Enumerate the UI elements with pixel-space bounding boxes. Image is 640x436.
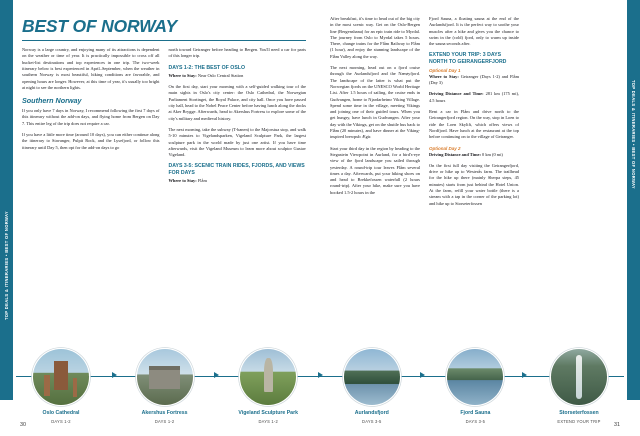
timeline-days: EXTEND YOUR TRIP	[557, 418, 601, 424]
optional-day-1-stay-label: Where to Stay:	[429, 73, 459, 79]
southern-norway-p1: If you only have 7 days in Norway, I recommend following the first 7 days of this itinerary without the add-on days, and flying home from Bergen on Day 7. This entire leg of the trip does not require a car.	[22, 108, 160, 126]
folio-right: 31	[614, 422, 620, 428]
optional-day-1-paragraph: Rent a car in Flåm and drive north to the Geirangerfjord region. On the way, stop in Loen to ride the Loen Skylift, which offers views of Nordfjord. Have lunch at the restaurant at the top before continuing on to the village of Geiranger.	[429, 109, 519, 140]
timeline-days: DAYS 1-2	[258, 418, 278, 424]
akershus-fortress-image	[137, 349, 193, 405]
optional-day-2-heading: Optional Day 2	[429, 145, 461, 151]
aurlandsfjord-image	[344, 349, 400, 405]
right-column-1	[330, 16, 420, 212]
side-tab-left-label: TOP DEALS & ITINERARIES • BEST OF NORWAY	[4, 211, 9, 320]
timeline-item-storseterfossen	[536, 348, 622, 424]
timeline-label: Oslo Cathedral	[42, 410, 80, 416]
timeline-days: DAYS 3-5	[362, 418, 382, 424]
continuation-paragraph: north toward Geiranger before heading to Bergen. You'll need a car for parts of this longer trip.	[168, 47, 306, 59]
southern-norway-p2: If you have a little more time (around 10 days), you can either continue along the itinerary to Stavanger, Pulpit Rock, and the Lysefjord, or follow this itinerary until Day 5, then opt for the add-on days to go	[22, 132, 160, 150]
right-column-2	[429, 16, 519, 212]
timeline-photo	[136, 348, 194, 406]
right-p2: The next morning, head out on a fjord cruise through the Aurlandsfjord and the Nærøyfjord. The landscape of the latter is what put the Norwegian fjords on the UNESCO World Heritage List. After 1.5 hours of sailing, the cruise ends in Gudvangen, home to Njardarheimr Viking Village. Spend some time in the village, meeting Vikings and joining one of their guided tours. When you get hungry, have lunch in Gudvangen. After your day with the Vikings, get on the shuttle bus back to Flåm (20 minutes), and have dinner at the Viking-inspired brewpub Ægir.	[330, 65, 420, 140]
days-3-5-stay-label: Where to Stay:	[168, 177, 197, 183]
timeline-photo	[343, 348, 401, 406]
optional-day-1-stay	[429, 74, 519, 87]
timeline-days: DAYS 1-2	[51, 418, 71, 424]
storseterfossen-image	[551, 349, 607, 405]
right-page-columns	[330, 16, 618, 212]
optional-day-1-stay-value: Geiranger (Days 1-2) and Flåm (Day 3)	[429, 73, 520, 86]
itinerary-timeline	[0, 348, 640, 436]
timeline-item-akershus-fortress	[122, 348, 208, 424]
southern-norway-heading: Southern Norway	[22, 96, 82, 106]
timeline-days: DAYS 1-2	[154, 418, 175, 424]
vigeland-sculpture-park-image	[240, 349, 296, 405]
timeline-item-oslo-cathedral	[18, 348, 104, 424]
timeline-photo	[239, 348, 297, 406]
folio-left: 30	[20, 422, 26, 428]
title-rule	[22, 40, 306, 41]
days-1-2-stay-value: Near Oslo Central Station	[197, 72, 244, 78]
days-1-2-heading: DAYS 1-2: THE BEST OF OSLO	[168, 64, 245, 71]
oslo-cathedral-image	[33, 349, 89, 405]
fjord-sauna-paragraph: Fjord Sauna, a floating sauna at the end of the Aurlandsfjord. It is the perfect way to soothe your muscles after a hike and gives you the chance to swim in the (cold) fjord, only to warm up inside the sauna seconds after.	[429, 16, 519, 47]
optional-day-1-distance-label: Driving Distance and Time:	[429, 91, 484, 97]
left-column-2	[169, 47, 307, 189]
page-title: BEST OF NORWAY	[22, 16, 178, 36]
extend-trip-heading: EXTEND YOUR TRIP: 3 DAYS NORTH TO GEIRANGERFJORD	[429, 52, 507, 65]
timeline-label: Storseterfossen	[559, 410, 599, 416]
timeline-photo	[446, 348, 504, 406]
days-3-5-heading: DAYS 3-5: SCENIC TRAIN RIDES, FJORDS, AND VIEWS FOR DAYS	[168, 163, 305, 176]
timeline-label: Aurlandsfjord	[354, 410, 389, 416]
days-1-2-stay	[169, 73, 307, 79]
optional-day-2-distance-label: Driving Distance and Time:	[429, 151, 481, 157]
timeline-label: Fjord Sauna	[460, 410, 491, 416]
timeline-label: Akershus Fortress	[141, 410, 188, 416]
left-page-columns	[22, 47, 306, 189]
timeline-item-aurlandsfjord	[329, 348, 415, 424]
intro-paragraph: Norway is a large country, and enjoying many of its attractions is dependent on the weather or time of year. It is practically impossible to cross off all bucket-list destinations and top experiences in one trip. The two-week itinerary below is best experienced in April–September, when the weather in southern Norway is most beautiful, hiking conditions are favorable, and opening hours are longer. However, at this time of year, it's usually too bright at night to see the northern lights.	[22, 47, 160, 90]
timeline-photo	[550, 348, 608, 406]
optional-day-2-paragraph: On the first full day visiting the Geirangerfjord, drive or hike up to Westerås farm. The trailhead for the hike up there (mainly Sherpa steps, 45 minutes) starts from just behind the Hotel Union. At the farm, refill your water bottle (there is a stream with a tap in the corner of the parking lot) and hike up to Storseterfossen	[429, 162, 519, 206]
optional-day-2-distance	[429, 152, 519, 158]
days-3-5-stay	[169, 178, 307, 184]
timeline-days: DAYS 3-5	[465, 418, 486, 424]
right-p1: After breakfast, it's time to head out of the big city in the most scenic way. Get on the Oslo-Bergen line (Bergensbana) for an epic train ride to Myrdal. The journey from Oslo to Myrdal takes 5 hours. There, change trains for the Flåm Railway to Flåm (1 hour), and enjoy the stunning landscape of the Flåm Valley along the way.	[330, 16, 420, 59]
optional-day-1-distance	[429, 91, 519, 104]
optional-day-2-distance-value: 0 km (0 mi)	[482, 151, 503, 157]
days-1-2-p1: On the first day, start your morning with a self-guided walking tour of the main sights in Oslo's city center: the Oslo Cathedral, the Norwegian Parliament Stortinget, the Royal Palace, and city hall. Once you have passed city hall, head to the Nobel Peace Center before having lunch along the docks at Aker Brygge. Afterwards, head to Akershus Fortress to explore some of the city's military and medieval history.	[168, 84, 306, 121]
timeline-items	[0, 348, 640, 424]
timeline-label: Vigeland Sculpture Park	[238, 410, 298, 416]
fjord-sauna-image	[447, 349, 503, 405]
optional-day-1-heading: Optional Day 1	[429, 67, 461, 73]
timeline-item-fjord-sauna	[432, 348, 518, 424]
days-1-2-p2: The next morning, take the subway (T-banen) to the Majorstua stop, and walk 5-10 minutes to Vigelandsparken, Vigeland Sculpture Park, the largest sculpture park in the world made by just one artist. If you have time afterwards, visit the Vigeland Museum to learn more about sculptor Gustav Vigeland.	[168, 126, 306, 158]
timeline-item-vigeland-sculpture-park	[225, 348, 311, 424]
side-tab-right-label: TOP DEALS & ITINERARIES • BEST OF NORWAY	[631, 80, 636, 189]
timeline-photo	[32, 348, 90, 406]
optional-day-1-distance-value: 281 km (175 mi), 4.5 hours	[429, 91, 519, 103]
right-p3: Start your third day in the region by heading to the Stegastein Viewpoint in Aurland, for a bird's-eye view of the fjord landscape you sailed through yesterday. A round-trip tour leaves Flåm several times a day. Afterwards, put your hiking shoes on and head to Brekkefossen waterfall (2 hours round-trip). After your hike, make sure you have booked 1.5-2 hours in the	[330, 145, 420, 195]
days-3-5-stay-value: Flåm	[197, 177, 207, 183]
days-1-2-stay-label: Where to Stay:	[168, 72, 197, 78]
left-column-1	[22, 47, 160, 189]
